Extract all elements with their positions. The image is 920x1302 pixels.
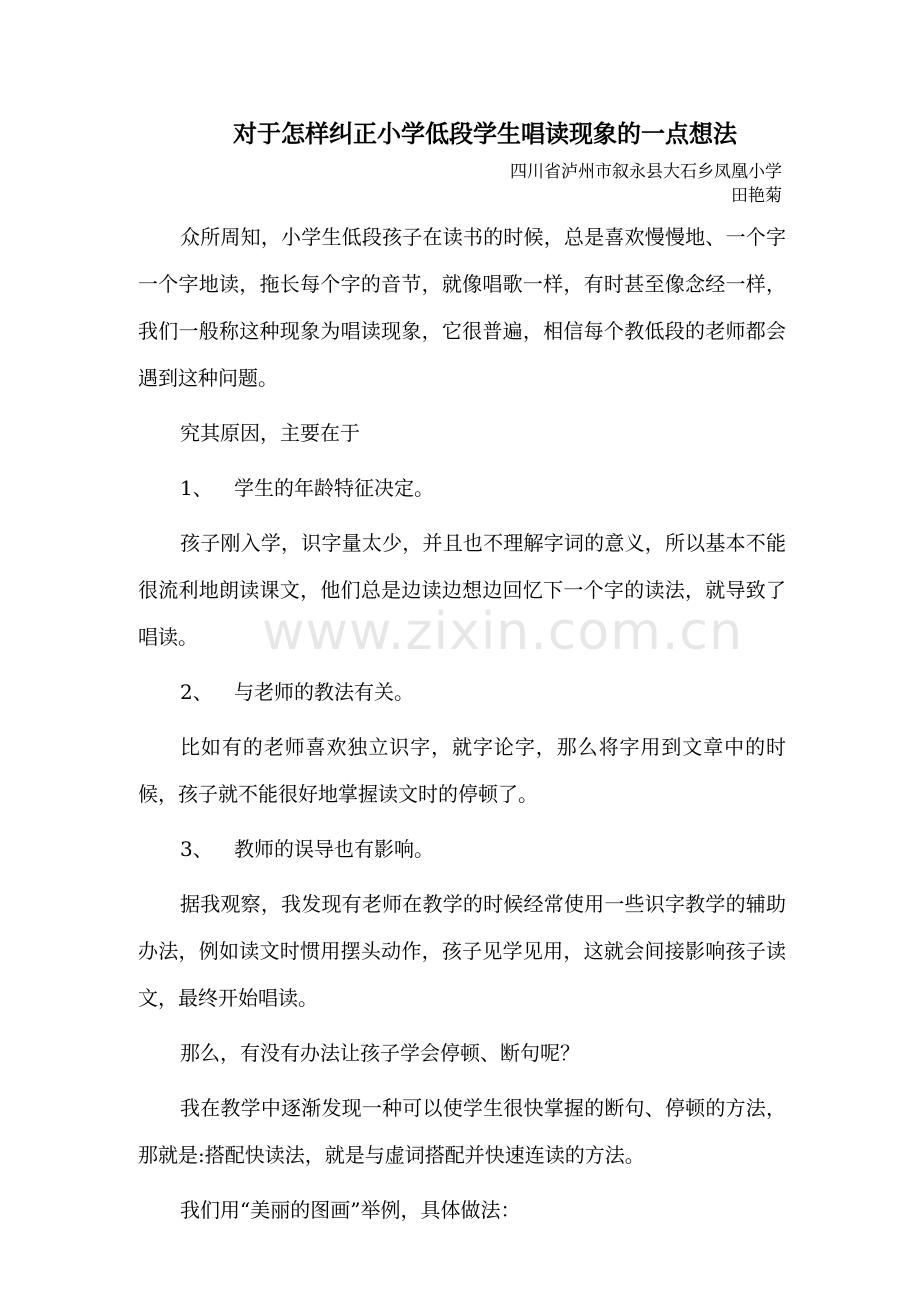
reason-number: 3、 bbox=[180, 837, 213, 861]
intro-paragraph: 众所周知，小学生低段孩子在读书的时候，总是喜欢慢慢地、一个字一个字地读，拖长每个字的音节，就像唱歌一样，有时甚至像念经一样，我们一般称这种现象为唱读现象，它很普遍，相信每个教低段的老师都会遇到这种问题。 bbox=[138, 225, 786, 390]
question-paragraph: 那么，有没有办法让孩子学会停顿、断句呢？ bbox=[180, 1041, 580, 1065]
reason-heading-text: 与老师的教法有关。 bbox=[234, 680, 414, 704]
reason-detail-3: 据我观察，我发现有老师在教学的时候经常使用一些识字教学的辅助办法，例如读文时惯用摆头动作，孩子见学见用，这就会间接影响孩子读文，最终开始唱读。 bbox=[138, 892, 786, 1010]
author-school: 四川省泸州市叙永县大石乡凤凰小学 bbox=[510, 162, 782, 182]
method-paragraph: 我在教学中逐渐发现一种可以使学生很快掌握的断句、停顿的方法，那就是:搭配快读法，就是与虚词搭配并快速连读的方法。 bbox=[138, 1096, 786, 1167]
author-name: 田艳菊 bbox=[731, 186, 782, 206]
reason-heading-text: 教师的误导也有影响。 bbox=[234, 837, 434, 861]
reason-heading-2 bbox=[138, 669, 786, 716]
reasons-lead-in: 究其原因，主要在于 bbox=[180, 421, 360, 445]
reason-number: 2、 bbox=[180, 680, 213, 704]
reason-heading-text: 学生的年龄特征决定。 bbox=[234, 476, 434, 500]
reason-heading-1 bbox=[138, 465, 786, 512]
reason-detail-1: 孩子刚入学，识字量太少，并且也不理解字词的意义，所以基本不能很流利地朗读课文，他们总是边读边想边回忆下一个字的读法，就导致了唱读。 bbox=[138, 531, 786, 649]
reason-heading-3 bbox=[138, 826, 786, 873]
reason-number: 1、 bbox=[180, 476, 213, 500]
watermark: www.zixin.com.cn bbox=[262, 602, 743, 662]
reason-detail-2: 比如有的老师喜欢独立识字，就字论字，那么将字用到文章中的时候，孩子就不能很好地掌握读文时的停顿了。 bbox=[138, 735, 786, 806]
example-paragraph: 我们用“美丽的图画”举例，具体做法： bbox=[180, 1198, 521, 1222]
document-body bbox=[138, 214, 786, 1242]
document-title: 对于怎样纠正小学低段学生唱读现象的一点想法 bbox=[233, 120, 737, 148]
